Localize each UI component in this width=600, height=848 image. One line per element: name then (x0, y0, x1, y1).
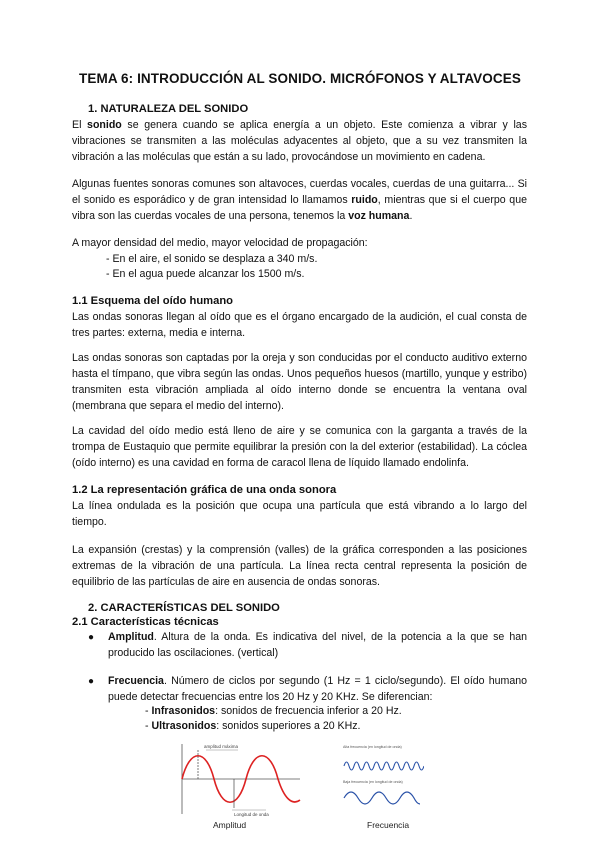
text: . Altura de la onda. Es indicativa del nivel, de la potencia a la que se han producido las oscilaciones. (vertical) (108, 631, 527, 659)
list-item: - En el agua puede alcanzar los 1500 m/s. (106, 268, 305, 280)
text: El (72, 119, 88, 131)
dash: - (145, 705, 152, 717)
sub-item-ultrasonidos (145, 719, 361, 735)
low-frequency-wave (344, 792, 420, 804)
section-1-1-paragraph-2: Las ondas sonoras son captadas por la oreja y son conducidas por el conducto auditivo externo hasta el tímpano, que vibra según las ondas. Unos pequeños huesos (martillo, yunque y estribo) transmiten esta vibración ampliada al oído interno donde se encuentra la ventana oval (membrana que separa el medio del interno). (72, 352, 527, 412)
bold-term-frecuencia: Frecuencia (108, 675, 164, 687)
amplitude-bottom-label: Longitud de onda (234, 812, 269, 817)
amplitude-caption: Amplitud (213, 820, 247, 830)
section-1-heading: 1. NATURALEZA DEL SONIDO (88, 103, 249, 115)
section-2-heading: 2. CARACTERÍSTICAS DEL SONIDO (88, 602, 280, 614)
frequency-wave-figure (342, 742, 424, 810)
bold-term-voz-humana: voz humana (348, 209, 410, 222)
section-1-2-heading: 1.2 La representación gráfica de una onda sonora (72, 484, 337, 496)
bold-term-sonido: sonido (87, 119, 122, 131)
section-2-1-heading: 2.1 Características técnicas (72, 616, 219, 628)
low-frequency-label: Baja frecuencia (en longitud de onda) (343, 780, 403, 784)
frequency-caption: Frecuencia (367, 820, 410, 830)
bold-term-ruido: ruido (351, 193, 378, 206)
high-frequency-label: Alta frecuencia (en longitud de onda) (343, 745, 402, 749)
bullet-amplitud (108, 630, 527, 662)
text: : sonidos de frecuencia inferior a 20 Hz. (215, 705, 402, 717)
bullet-icon: ● (88, 632, 95, 643)
bullet-icon: ● (88, 676, 95, 687)
section-1-paragraph-3: A mayor densidad del medio, mayor velocidad de propagación: (72, 237, 368, 249)
text: . Número de ciclos por segundo (1 Hz = 1 ciclo/segundo). El oído humano puede detectar frecuencias entre los 20 Hz y 20 KHz. Se diferencian: (108, 675, 527, 703)
text: , mientras que si el cuerpo que vibra son las cuerdas vocales de una persona, tenemos la (72, 193, 527, 222)
section-1-1-paragraph-3: La cavidad del oído medio está lleno de aire y se comunica con la garganta a través de la trompa de Eustaquio que permite equilibrar la presión con la del exterior (estabilidad). La cóclea (oído interno) es una cavidad en forma de caracol llena de líquido llamado endolinfa. (72, 425, 527, 469)
text: Algunas fuentes sonoras comunes son altavoces, cuerdas vocales, cuerdas de una guitarra... Si el sonido es esporádico y de gran intensidad lo llamamos (72, 178, 527, 206)
text: se genera cuando se aplica energía a un objeto. Este comienza a vibrar y las vibraciones se transmiten a las moléculas adyacentes al objeto, que a su vez transmiten la vibración a las moléculas que están a su lado, provocándose un movimiento en cadena. (72, 119, 527, 163)
section-1-paragraph-2 (72, 177, 527, 225)
bullet-frecuencia (108, 674, 527, 706)
section-1-2-paragraph-1: La línea ondulada es la posición que ocupa una partícula que está vibrando a lo largo del tiempo. (72, 500, 527, 528)
high-frequency-wave (344, 762, 424, 770)
bold-term-ultrasonidos: Ultrasonidos (151, 720, 217, 732)
section-1-paragraph-1 (72, 118, 527, 166)
dash: - (145, 720, 152, 732)
list-item: - En el aire, el sonido se desplaza a 340 m/s. (106, 253, 318, 265)
section-1-1-heading: 1.1 Esquema del oído humano (72, 295, 234, 307)
text: : sonidos superiores a 20 KHz. (216, 720, 361, 732)
bold-term-infrasonidos: Infrasonidos (151, 705, 216, 717)
section-1-2-paragraph-2: La expansión (crestas) y la comprensión (valles) de la gráfica corresponden a las posiciones extremas de la vibración de una partícula. La línea recta central representa la posición de equilibrio de las partículas de aire en ausencia de ondas sonoras. (72, 544, 527, 588)
amplitude-wave-figure (176, 740, 306, 818)
document-title: TEMA 6: INTRODUCCIÓN AL SONIDO. MICRÓFONOS Y ALTAVOCES (79, 71, 521, 86)
amplitude-top-label: amplitud máxima (204, 744, 239, 749)
section-1-1-paragraph-1: Las ondas sonoras llegan al oído que es el órgano encargado de la audición, el cual consta de tres partes: externa, media e interna. (72, 311, 527, 339)
text: . (409, 209, 413, 222)
sub-item-infrasonidos (145, 704, 402, 720)
bold-term-amplitud: Amplitud (108, 631, 154, 643)
